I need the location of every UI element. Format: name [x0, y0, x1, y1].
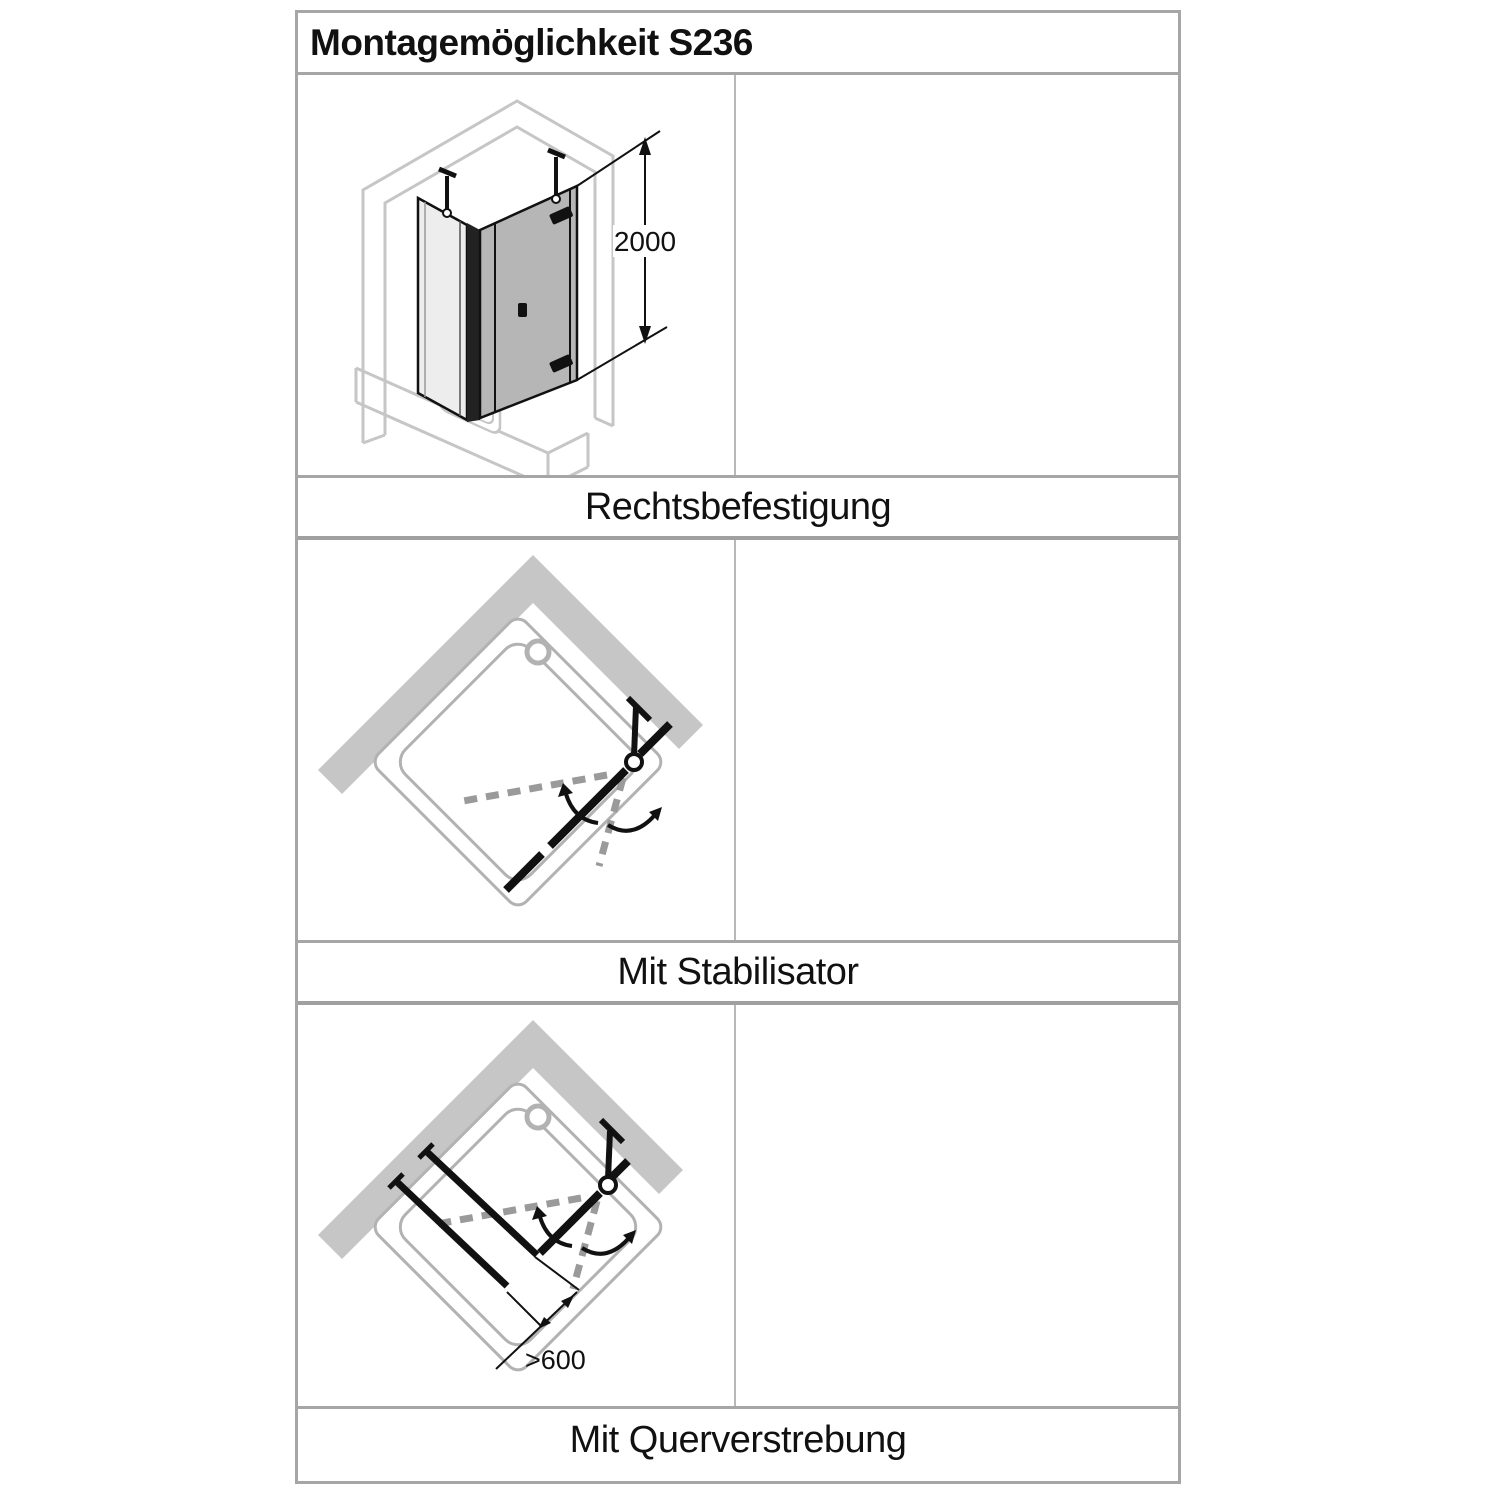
pivot-hinge: [626, 754, 642, 770]
section-3-caption: Mit Querverstrebung: [569, 1418, 907, 1461]
side-glass-panel: [418, 198, 467, 420]
diagram-top-view-stabilizer: [298, 540, 736, 940]
section-2-diagram-cell: [298, 540, 736, 940]
page-title: Montagemöglichkeit S236: [310, 21, 753, 63]
section-3-diagram-cell: [298, 1005, 736, 1406]
section-3-caption-row: [298, 1409, 1178, 1471]
section-1-caption-row: [298, 478, 1178, 540]
section-3-empty-cell: [736, 1005, 1178, 1406]
diagram-isometric-shower: [298, 75, 736, 475]
title-row: [298, 13, 1178, 75]
section-2-empty-cell: [736, 540, 1178, 940]
section-1-caption: Rechtsbefestigung: [584, 485, 892, 528]
drain: [527, 641, 549, 663]
pivot-hinge: [600, 1177, 616, 1193]
dimension-label-2000: 2000: [613, 226, 677, 257]
drain: [527, 1106, 549, 1128]
corner-post: [467, 223, 480, 422]
section-1-empty-cell: [736, 75, 1178, 475]
diagram-top-view-cross-brace: [298, 1005, 736, 1406]
dimension-label-600: >600: [525, 1345, 586, 1375]
section-1-diagram-cell: [298, 75, 736, 475]
section-1-diagram-row: [298, 75, 1178, 478]
section-3-diagram-row: [298, 1005, 1178, 1409]
section-2-caption: Mit Stabilisator: [617, 950, 859, 993]
section-2-diagram-row: [298, 540, 1178, 943]
montage-table: [295, 10, 1181, 1484]
section-2-caption-row: [298, 943, 1178, 1005]
door-handle: [518, 303, 527, 317]
